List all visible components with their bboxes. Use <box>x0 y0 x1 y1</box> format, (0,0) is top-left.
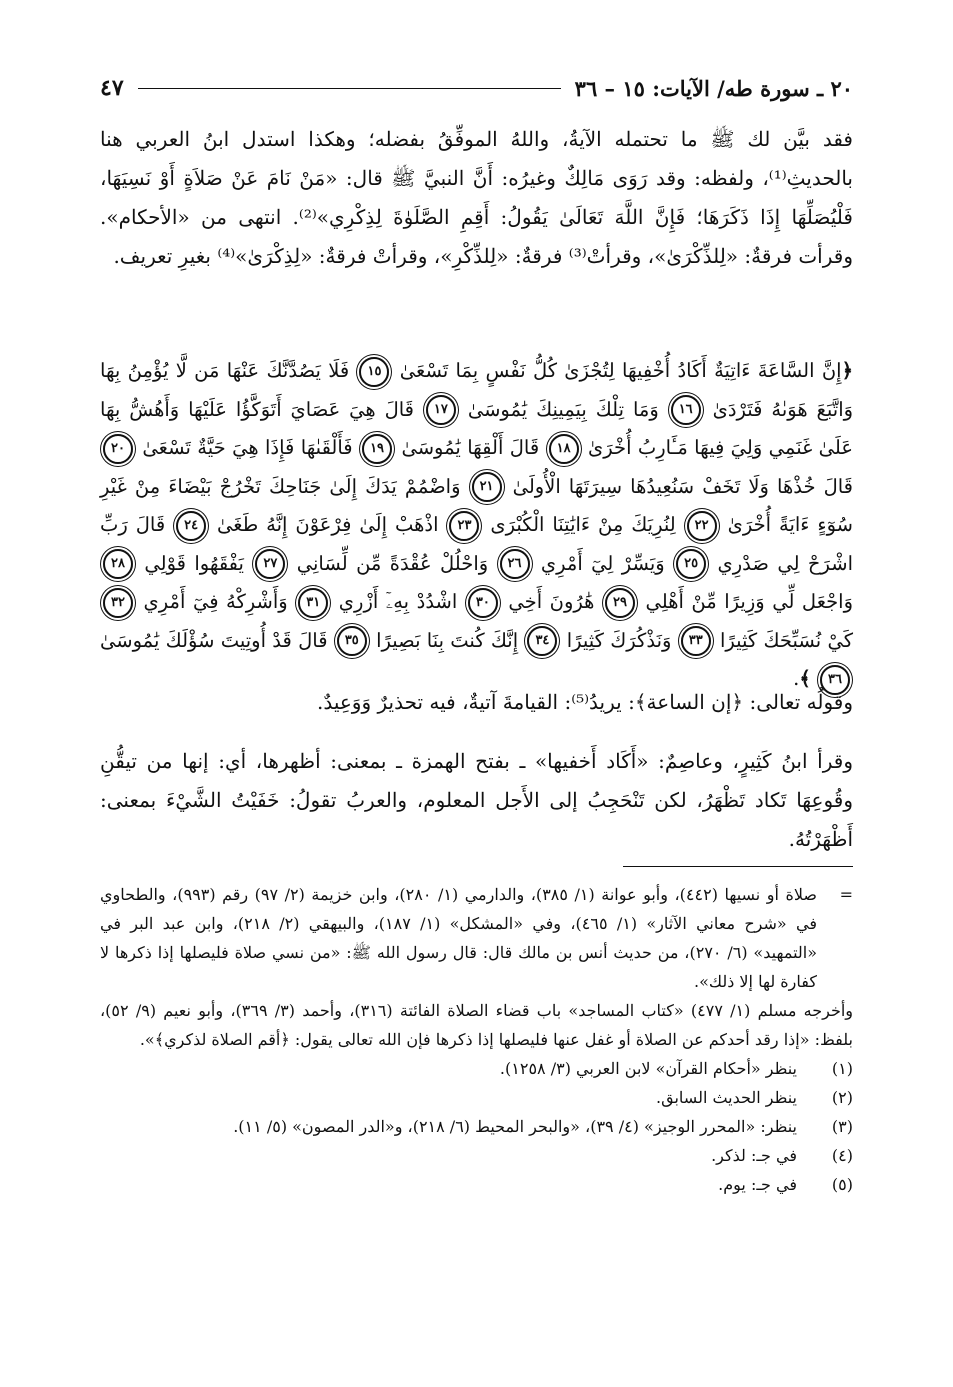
verse-number-marker: ٢٨ <box>103 549 133 579</box>
commentary-paragraph-2 <box>100 742 853 859</box>
commentary-text-2: وقرأ ابنُ كَثِيرٍ، وعاصِمٌ: «أَكَاد أَخفيها» ـ بفتح الهمزة ـ بمعنى: أظهرها، أي: إنها من تيقُّنِ وقُوعِهَا تَكاد تَظْهَرُ، لكن تَنْحَجِبُ إلى الأَجل المعلوم، والعربُ تقولُ: خَفَيْتُ الشَّيْءَ بمعنى: أَظْهَرْتُهُ. <box>100 749 853 851</box>
verse-number-marker: ١٧ <box>426 395 456 425</box>
footnote-continuation-text-2: وأخرجه مسلم (١/ ٤٧٧) «كتاب المساجد» باب قضاء الصلاة الفائتة (٣١٦)، وأحمد (٣/ ٣٦٩)، وأبو نعيم (٩/ ٥٢)، بلفظ: «إذا رقد أحدكم عن الصلاة أو غفل عنها فليصلها إذا ذكرها فإن الله تعالى يقول: ﴿أقم الصلاة لذكري﴾». <box>100 1001 854 1049</box>
footnote-number: (١) <box>831 1059 853 1078</box>
footnote-continuation <box>100 880 853 996</box>
commentary-text-1: وقولُه تعالى: ﴿إن الساعة﴾: يريدُ⁽⁵⁾: القيامةَ آتيةٌ، فيه تحذيرٌ وَوَعِيدٌ. <box>316 690 853 714</box>
verse-text: لِنُرِيَكَ مِنْ ءَايَٰتِنَا الْكُبْرَى <box>490 513 676 536</box>
verse-number-marker: ١٦ <box>671 395 701 425</box>
footnote-text: في جـ: يوم. <box>718 1175 797 1194</box>
footnote-number: (٤) <box>831 1146 853 1165</box>
intro-paragraph <box>100 120 853 276</box>
verse-close-bracket: ﴾ <box>799 667 811 690</box>
verse-text: قَالَ هِيَ عَصَايَ أَتَوَكَّؤُا عَلَيْهَا وَأَهُشُّ بِهَا عَلَىٰ غَنَمِي وَلِيَ فِيهَا مَـَٔارِبُ أُخْرَىٰ <box>100 397 854 459</box>
verse-text: وَمَا تِلْكَ بِيَمِينِكَ يَٰمُوسَىٰ <box>467 397 659 421</box>
verse-text: كَيْ نُسَبِّحَكَ كَثِيرًا <box>719 628 854 652</box>
verse-text: قَالَ رَبِّ اشْرَحْ لِي صَدْرِي <box>100 513 853 575</box>
verse-open-bracket: ﴿ <box>841 359 853 382</box>
verse-number-marker: ٣٢ <box>103 588 133 618</box>
intro-text: فقد بيَّن لك ﷺ ما تحتمله الآيةُ، واللهُ الموفِّقُ بفضله؛ وهكذا استدل ابنُ العربي هنا بالحديثِ⁽¹⁾، ولفظه: وقد رَوَى مَالِكٌ وغيرُه: أَنَّ النبيَّ ﷺ قال: «مَنْ نَامَ عَنْ صَلاَةٍ أَوْ نَسِيَهَا، فَلْيُصَلِّهَا إِذَا ذَكَرَهَا؛ فَإِنَّ اللَّهَ تَعَالَىٰ يَقُولُ: أَقِمِ الصَّلَوٰةَ لِذِكْرِي»⁽²⁾. انتهى من «الأحكام». وقرأت فرقةٌ: «لِلذِّكْرَىٰ»، وقرأتْ⁽³⁾ فرقةٌ: «لِلذِّكْرِ»، وقرأتْ فرقةٌ: «لِذِكْرَىٰ»⁽⁴⁾ بغيرِ تعريف. <box>100 127 853 268</box>
footnote-5 <box>100 1170 853 1199</box>
verse-text: يَفْقَهُوا قَوْلِي <box>144 551 244 575</box>
verse-number-marker: ٢٠ <box>103 434 133 464</box>
verse-text: قَالَ قَدْ أُوتِيتَ سُؤْلَكَ يَٰمُوسَىٰ <box>100 628 328 652</box>
verse-number-marker: ٣٥ <box>337 626 367 656</box>
verse-text: اذْهَبْ إِلَىٰ فِرْعَوْنَ إِنَّهُ طَغَىٰ <box>217 513 439 536</box>
verse-number-marker: ٢٦ <box>500 549 530 579</box>
verse-text: وَأَشْرِكْهُ فِيٓ أَمْرِي <box>143 590 288 613</box>
verse-text: وَيَسِّرْ لِيٓ أَمْرِي <box>540 551 665 575</box>
verse-text: هَٰرُونَ أَخِي <box>508 590 595 613</box>
verse-text: قَالَ خُذْهَا وَلَا تَخَفْ سَنُعِيدُهَا سِيرَتَهَا الْأُولَىٰ <box>512 474 854 498</box>
verse-end-period: . <box>793 667 800 690</box>
verse-number-marker: ٢٣ <box>449 511 479 541</box>
footnote-number: (٥) <box>831 1175 853 1194</box>
verse-text: وَنَذْكُرَكَ كَثِيرًا <box>566 628 672 652</box>
verse-number-marker: ١٩ <box>362 434 392 464</box>
verse-number-marker: ٢٢ <box>687 511 717 541</box>
running-header <box>100 68 853 108</box>
page-number: ٤٧ <box>100 75 124 101</box>
verse-text: إِنَّكَ كُنتَ بِنَا بَصِيرًا <box>376 628 519 652</box>
verse-text: فَلَا يَصُدَّنَّكَ عَنْهَا مَن لَّا يُؤْمِنُ بِهَا وَاتَّبَعَ هَوَىٰهُ فَتَرْدَىٰ <box>100 359 854 421</box>
footnote-3 <box>100 1112 853 1141</box>
continuation-mark: = <box>839 885 853 904</box>
verse-number-marker: ٢٥ <box>676 549 706 579</box>
verse-text: فَأَلْقَىٰهَا فَإِذَا هِيَ حَيَّةٌ تَسْعَىٰ <box>142 436 353 459</box>
quran-verses <box>100 352 853 699</box>
verse-number-marker: ١٨ <box>549 434 579 464</box>
verse-text: وَاضْمُمْ يَدَكَ إِلَىٰ جَنَاحِكَ تَخْرُجْ بَيْضَاءَ مِنْ غَيْرِ سُوٓءٍ ءَايَةً أُخْرَىٰ <box>100 474 853 536</box>
header-rule <box>138 88 561 89</box>
footnote-text: ينظر الحديث السابق. <box>656 1088 797 1107</box>
footnote-number: (٣) <box>831 1117 853 1136</box>
verse-number-marker: ٣٦ <box>820 665 850 695</box>
verse-number-marker: ٣١ <box>298 588 328 618</box>
verse-text: وَاحْلُلْ عُقْدَةً مِّن لِّسَانِي <box>296 551 489 575</box>
verse-number-marker: ٣٣ <box>681 626 711 656</box>
verse-text: اشْدُدْ بِهِۦٓ أَزْرِي <box>338 590 458 613</box>
verse-number-marker: ١٥ <box>359 357 389 387</box>
verse-text: قَالَ أَلْقِهَا يَٰمُوسَىٰ <box>401 436 540 459</box>
footnote-text: في جـ: لذكر. <box>711 1146 797 1165</box>
verse-number-marker: ٣٤ <box>527 626 557 656</box>
verse-number-marker: ٣٠ <box>468 588 498 618</box>
footnote-continuation-text-1: صلاة أو نسيها (٤٤٢)، وأبو عوانة (١/ ٣٨٥)، والدارمي (١/ ٢٨٠)، وابن خزيمة (٢/ ٩٧) رقم (٩٩٣)، والطحاوي في «شرح معاني الآثار» (١/ ٤٦٥)، وفي «المشكل» (١/ ١٨٧)، والبيهقي (٢/ ٢١٨)، وابن عبد البر في «التمهيد» (٦/ ٢٧٠)، من حديث أنس بن مالك قال: قال رسول الله ﷺ: «من نسي صلاة فليصلها إذا ذكرها لا كفارة لها إلا ذلك». <box>100 885 818 991</box>
footnote-number: (٢) <box>831 1088 853 1107</box>
footnote-2 <box>100 1083 853 1112</box>
footnote-4 <box>100 1141 853 1170</box>
verse-number-marker: ٢٩ <box>605 588 635 618</box>
footnote-separator <box>623 866 853 867</box>
verse-number-marker: ٢٧ <box>255 549 285 579</box>
verse-text: وَاجْعَل لِّي وَزِيرًا مِّنْ أَهْلِي <box>645 590 853 613</box>
footnote-text: ينظر: «المحرر الوجيز» (٤/ ٣٩)، «والبحر المحيط (٦/ ٢١٨)، و«الدر المصون» (٥/ ١١). <box>233 1117 797 1136</box>
footnote-text: ينظر «أحكام القرآن» لابن العربي (٣/ ١٢٥٨). <box>499 1059 797 1078</box>
verse-text: إِنَّ السَّاعَةَ ءَاتِيَةٌ أَكَادُ أُخْفِيهَا لِتُجْزَىٰ كُلُّ نَفْسٍ بِمَا تَسْعَىٰ <box>399 359 842 382</box>
footnote-1 <box>100 1054 853 1083</box>
verse-number-marker: ٢٤ <box>176 511 206 541</box>
footnotes <box>100 880 853 1199</box>
header-title: ٢٠ ـ سورة طه/ الآيات: ١٥ – ٣٦ <box>574 75 853 101</box>
verse-number-marker: ٢١ <box>472 472 502 502</box>
commentary-paragraph-1 <box>100 682 853 722</box>
